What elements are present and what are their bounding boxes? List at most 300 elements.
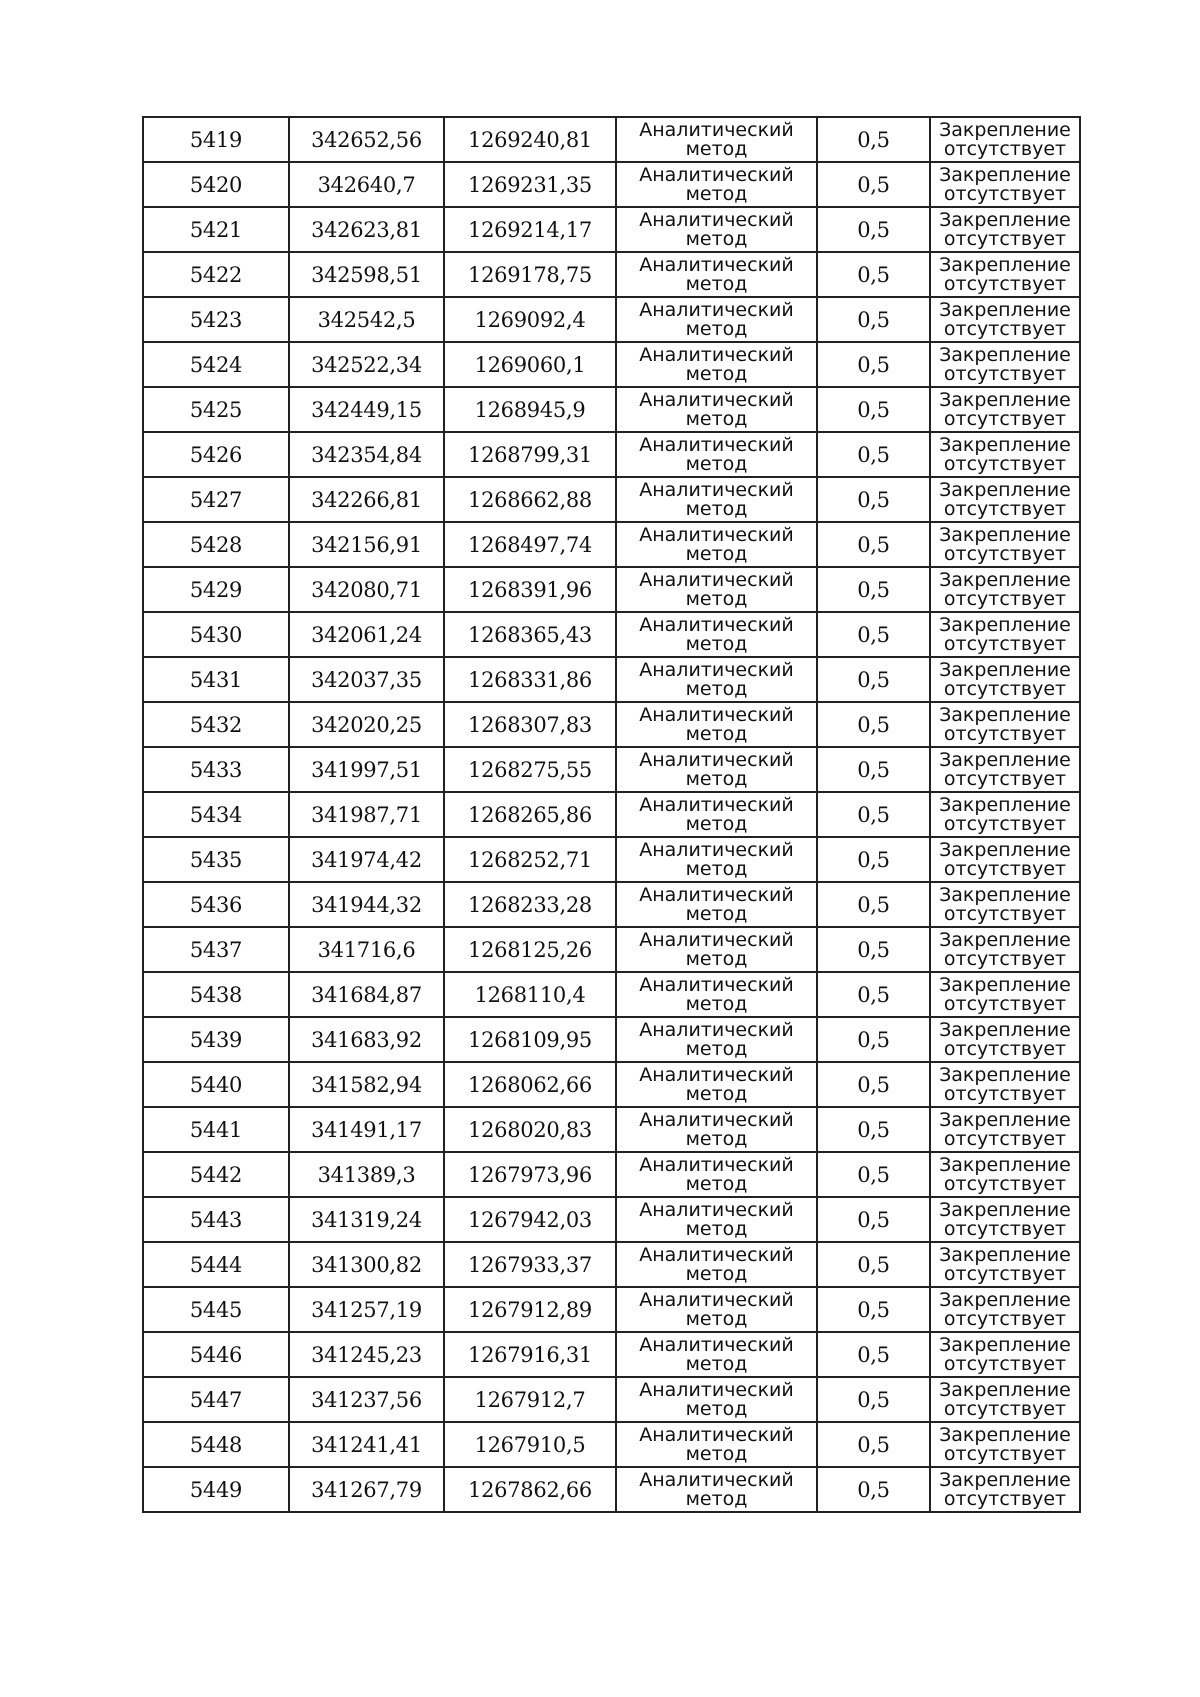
point-number-cell: 5447: [143, 1377, 289, 1422]
fixing-cell: [930, 1197, 1080, 1242]
table-row: [143, 1062, 1080, 1107]
fixing-line-1: Закрепление: [939, 163, 1071, 186]
table-row: [143, 1377, 1080, 1422]
x-coordinate-cell: 342542,5: [289, 297, 444, 342]
x-coordinate-cell: 341716,6: [289, 927, 444, 972]
fixing-cell: [930, 747, 1080, 792]
fixing-line-2: отсутствует: [943, 452, 1067, 475]
y-coordinate-cell: 1268945,9: [444, 387, 616, 432]
x-coordinate-cell: 341997,51: [289, 747, 444, 792]
y-coordinate-cell: 1269178,75: [444, 252, 616, 297]
method-line-1: Аналитический: [639, 1288, 794, 1311]
point-number-cell: 5442: [143, 1152, 289, 1197]
accuracy-cell: 0,5: [817, 252, 930, 297]
y-coordinate-cell: 1267862,66: [444, 1467, 616, 1512]
point-number-cell: 5441: [143, 1107, 289, 1152]
y-coordinate-cell: 1268365,43: [444, 612, 616, 657]
fixing-line-1: Закрепление: [939, 1198, 1071, 1221]
method-line-1: Аналитический: [639, 388, 794, 411]
x-coordinate-cell: 341683,92: [289, 1017, 444, 1062]
x-coordinate-cell: 342449,15: [289, 387, 444, 432]
method-line-2: метод: [685, 542, 748, 565]
x-coordinate-cell: 342354,84: [289, 432, 444, 477]
y-coordinate-cell: 1268331,86: [444, 657, 616, 702]
fixing-cell: [930, 1242, 1080, 1287]
method-line-1: Аналитический: [639, 1108, 794, 1131]
y-coordinate-cell: 1268662,88: [444, 477, 616, 522]
method-cell: [616, 1017, 817, 1062]
point-number-cell: 5435: [143, 837, 289, 882]
y-coordinate-cell: 1267942,03: [444, 1197, 616, 1242]
y-coordinate-cell: 1268252,71: [444, 837, 616, 882]
point-number-cell: 5425: [143, 387, 289, 432]
accuracy-cell: 0,5: [817, 1152, 930, 1197]
point-number-cell: 5448: [143, 1422, 289, 1467]
y-coordinate-cell: 1269240,81: [444, 117, 616, 162]
method-line-2: метод: [685, 677, 748, 700]
point-number-cell: 5424: [143, 342, 289, 387]
method-cell: [616, 1377, 817, 1422]
method-line-2: метод: [685, 722, 748, 745]
accuracy-cell: 0,5: [817, 747, 930, 792]
point-number-cell: 5432: [143, 702, 289, 747]
x-coordinate-cell: 342020,25: [289, 702, 444, 747]
table-row: [143, 1332, 1080, 1377]
method-cell: [616, 837, 817, 882]
fixing-line-2: отсутствует: [943, 137, 1067, 160]
method-cell: [616, 477, 817, 522]
accuracy-cell: 0,5: [817, 1197, 930, 1242]
point-number-cell: 5423: [143, 297, 289, 342]
fixing-line-2: отсутствует: [943, 812, 1067, 835]
table-row: [143, 972, 1080, 1017]
x-coordinate-cell: 341237,56: [289, 1377, 444, 1422]
method-cell: [616, 612, 817, 657]
fixing-line-1: Закрепление: [939, 388, 1071, 411]
fixing-line-2: отсутствует: [943, 1262, 1067, 1285]
x-coordinate-cell: 342652,56: [289, 117, 444, 162]
method-cell: [616, 1107, 817, 1152]
method-line-2: метод: [685, 272, 748, 295]
fixing-line-1: Закрепление: [939, 478, 1071, 501]
fixing-line-2: отсутствует: [943, 722, 1067, 745]
table-row: [143, 1287, 1080, 1332]
method-line-1: Аналитический: [639, 118, 794, 141]
table-row: [143, 432, 1080, 477]
method-cell: [616, 1152, 817, 1197]
table-row: [143, 1017, 1080, 1062]
table-row: [143, 657, 1080, 702]
accuracy-cell: 0,5: [817, 1287, 930, 1332]
accuracy-cell: 0,5: [817, 432, 930, 477]
x-coordinate-cell: 342061,24: [289, 612, 444, 657]
fixing-line-2: отсутствует: [943, 1307, 1067, 1330]
point-number-cell: 5449: [143, 1467, 289, 1512]
table-row: [143, 747, 1080, 792]
x-coordinate-cell: 341684,87: [289, 972, 444, 1017]
point-number-cell: 5427: [143, 477, 289, 522]
fixing-cell: [930, 1467, 1080, 1512]
method-line-2: метод: [685, 1487, 748, 1510]
method-line-1: Аналитический: [639, 298, 794, 321]
fixing-line-1: Закрепление: [939, 523, 1071, 546]
method-line-2: метод: [685, 1397, 748, 1420]
y-coordinate-cell: 1268497,74: [444, 522, 616, 567]
fixing-cell: [930, 702, 1080, 747]
fixing-cell: [930, 972, 1080, 1017]
x-coordinate-cell: 342080,71: [289, 567, 444, 612]
point-number-cell: 5431: [143, 657, 289, 702]
y-coordinate-cell: 1267910,5: [444, 1422, 616, 1467]
accuracy-cell: 0,5: [817, 612, 930, 657]
table-row: [143, 1197, 1080, 1242]
point-number-cell: 5438: [143, 972, 289, 1017]
method-cell: [616, 882, 817, 927]
method-line-2: метод: [685, 812, 748, 835]
fixing-line-1: Закрепление: [939, 928, 1071, 951]
point-number-cell: 5440: [143, 1062, 289, 1107]
accuracy-cell: 0,5: [817, 792, 930, 837]
table-row: [143, 342, 1080, 387]
method-line-2: метод: [685, 317, 748, 340]
method-cell: [616, 432, 817, 477]
point-number-cell: 5426: [143, 432, 289, 477]
fixing-line-1: Закрепление: [939, 343, 1071, 366]
method-cell: [616, 567, 817, 612]
fixing-cell: [930, 1422, 1080, 1467]
fixing-line-1: Закрепление: [939, 658, 1071, 681]
fixing-line-2: отсутствует: [943, 1352, 1067, 1375]
method-line-1: Аналитический: [639, 1423, 794, 1446]
method-line-1: Аналитический: [639, 253, 794, 276]
method-line-1: Аналитический: [639, 1378, 794, 1401]
table-row: [143, 1152, 1080, 1197]
method-line-1: Аналитический: [639, 748, 794, 771]
y-coordinate-cell: 1269060,1: [444, 342, 616, 387]
table-row: [143, 162, 1080, 207]
table-row: [143, 1242, 1080, 1287]
y-coordinate-cell: 1269092,4: [444, 297, 616, 342]
point-number-cell: 5430: [143, 612, 289, 657]
x-coordinate-cell: 342522,34: [289, 342, 444, 387]
y-coordinate-cell: 1269231,35: [444, 162, 616, 207]
y-coordinate-cell: 1268275,55: [444, 747, 616, 792]
table-row: [143, 387, 1080, 432]
method-line-2: метод: [685, 1442, 748, 1465]
fixing-line-2: отсутствует: [943, 1127, 1067, 1150]
fixing-cell: [930, 1332, 1080, 1377]
fixing-line-1: Закрепление: [939, 253, 1071, 276]
method-line-2: метод: [685, 857, 748, 880]
accuracy-cell: 0,5: [817, 567, 930, 612]
fixing-cell: [930, 1152, 1080, 1197]
method-cell: [616, 792, 817, 837]
fixing-line-2: отсутствует: [943, 947, 1067, 970]
table-row: [143, 567, 1080, 612]
fixing-line-1: Закрепление: [939, 298, 1071, 321]
method-line-2: метод: [685, 137, 748, 160]
method-line-2: метод: [685, 632, 748, 655]
fixing-line-2: отсутствует: [943, 587, 1067, 610]
method-line-1: Аналитический: [639, 793, 794, 816]
fixing-line-1: Закрепление: [939, 1423, 1071, 1446]
point-number-cell: 5429: [143, 567, 289, 612]
fixing-line-2: отсутствует: [943, 1217, 1067, 1240]
table-row: [143, 117, 1080, 162]
accuracy-cell: 0,5: [817, 1467, 930, 1512]
accuracy-cell: 0,5: [817, 522, 930, 567]
y-coordinate-cell: 1268110,4: [444, 972, 616, 1017]
fixing-line-1: Закрепление: [939, 1018, 1071, 1041]
accuracy-cell: 0,5: [817, 1332, 930, 1377]
fixing-cell: [930, 207, 1080, 252]
point-number-cell: 5444: [143, 1242, 289, 1287]
fixing-line-1: Закрепление: [939, 748, 1071, 771]
fixing-line-2: отсутствует: [943, 767, 1067, 790]
accuracy-cell: 0,5: [817, 162, 930, 207]
fixing-line-2: отсутствует: [943, 362, 1067, 385]
method-line-2: метод: [685, 1217, 748, 1240]
fixing-line-2: отсутствует: [943, 992, 1067, 1015]
fixing-line-2: отсутствует: [943, 407, 1067, 430]
fixing-line-2: отсутствует: [943, 317, 1067, 340]
table-row: [143, 837, 1080, 882]
accuracy-cell: 0,5: [817, 1062, 930, 1107]
x-coordinate-cell: 342037,35: [289, 657, 444, 702]
method-line-1: Аналитический: [639, 343, 794, 366]
method-line-2: метод: [685, 947, 748, 970]
fixing-cell: [930, 1062, 1080, 1107]
method-line-1: Аналитический: [639, 973, 794, 996]
fixing-line-1: Закрепление: [939, 1243, 1071, 1266]
method-cell: [616, 1062, 817, 1107]
fixing-cell: [930, 882, 1080, 927]
method-cell: [616, 207, 817, 252]
fixing-line-2: отсутствует: [943, 182, 1067, 205]
fixing-line-1: Закрепление: [939, 433, 1071, 456]
fixing-line-2: отсутствует: [943, 1487, 1067, 1510]
fixing-line-2: отсутствует: [943, 1037, 1067, 1060]
fixing-line-1: Закрепление: [939, 118, 1071, 141]
fixing-cell: [930, 432, 1080, 477]
method-cell: [616, 702, 817, 747]
method-cell: [616, 1197, 817, 1242]
accuracy-cell: 0,5: [817, 1242, 930, 1287]
table-row: [143, 207, 1080, 252]
y-coordinate-cell: 1267916,31: [444, 1332, 616, 1377]
method-cell: [616, 342, 817, 387]
table-row: [143, 252, 1080, 297]
table-row: [143, 477, 1080, 522]
method-line-1: Аналитический: [639, 658, 794, 681]
y-coordinate-cell: 1267973,96: [444, 1152, 616, 1197]
method-line-1: Аналитический: [639, 613, 794, 636]
table-row: [143, 702, 1080, 747]
method-line-1: Аналитический: [639, 703, 794, 726]
fixing-line-1: Закрепление: [939, 973, 1071, 996]
y-coordinate-cell: 1268062,66: [444, 1062, 616, 1107]
method-line-2: метод: [685, 992, 748, 1015]
fixing-cell: [930, 477, 1080, 522]
x-coordinate-cell: 341389,3: [289, 1152, 444, 1197]
fixing-line-2: отсутствует: [943, 227, 1067, 250]
y-coordinate-cell: 1268391,96: [444, 567, 616, 612]
x-coordinate-cell: 341944,32: [289, 882, 444, 927]
y-coordinate-cell: 1268265,86: [444, 792, 616, 837]
method-line-2: метод: [685, 587, 748, 610]
fixing-line-1: Закрепление: [939, 568, 1071, 591]
fixing-cell: [930, 612, 1080, 657]
method-line-1: Аналитический: [639, 1018, 794, 1041]
fixing-cell: [930, 1107, 1080, 1152]
table-row: [143, 297, 1080, 342]
x-coordinate-cell: 342156,91: [289, 522, 444, 567]
fixing-cell: [930, 342, 1080, 387]
table-row: [143, 1422, 1080, 1467]
method-cell: [616, 972, 817, 1017]
x-coordinate-cell: 342623,81: [289, 207, 444, 252]
fixing-line-2: отсутствует: [943, 1442, 1067, 1465]
method-line-2: метод: [685, 1172, 748, 1195]
method-line-1: Аналитический: [639, 568, 794, 591]
method-line-1: Аналитический: [639, 838, 794, 861]
y-coordinate-cell: 1267912,89: [444, 1287, 616, 1332]
point-number-cell: 5428: [143, 522, 289, 567]
accuracy-cell: 0,5: [817, 1377, 930, 1422]
fixing-cell: [930, 567, 1080, 612]
x-coordinate-cell: 341300,82: [289, 1242, 444, 1287]
method-line-1: Аналитический: [639, 1198, 794, 1221]
fixing-cell: [930, 1287, 1080, 1332]
method-line-1: Аналитический: [639, 523, 794, 546]
method-cell: [616, 1422, 817, 1467]
fixing-line-1: Закрепление: [939, 838, 1071, 861]
fixing-line-2: отсутствует: [943, 1082, 1067, 1105]
y-coordinate-cell: 1268020,83: [444, 1107, 616, 1152]
method-line-1: Аналитический: [639, 928, 794, 951]
x-coordinate-cell: 342266,81: [289, 477, 444, 522]
fixing-cell: [930, 927, 1080, 972]
point-number-cell: 5443: [143, 1197, 289, 1242]
method-line-1: Аналитический: [639, 478, 794, 501]
fixing-line-2: отсутствует: [943, 1397, 1067, 1420]
accuracy-cell: 0,5: [817, 1017, 930, 1062]
fixing-line-2: отсутствует: [943, 857, 1067, 880]
fixing-line-2: отсутствует: [943, 542, 1067, 565]
method-cell: [616, 162, 817, 207]
x-coordinate-cell: 341491,17: [289, 1107, 444, 1152]
table-row: [143, 612, 1080, 657]
fixing-cell: [930, 297, 1080, 342]
method-cell: [616, 252, 817, 297]
method-line-2: метод: [685, 767, 748, 790]
accuracy-cell: 0,5: [817, 927, 930, 972]
point-number-cell: 5439: [143, 1017, 289, 1062]
point-number-cell: 5421: [143, 207, 289, 252]
table-row: [143, 1107, 1080, 1152]
method-line-1: Аналитический: [639, 883, 794, 906]
fixing-line-1: Закрепление: [939, 1063, 1071, 1086]
y-coordinate-cell: 1267912,7: [444, 1377, 616, 1422]
fixing-line-2: отсутствует: [943, 497, 1067, 520]
method-cell: [616, 1332, 817, 1377]
method-line-1: Аналитический: [639, 433, 794, 456]
fixing-line-1: Закрепление: [939, 793, 1071, 816]
fixing-cell: [930, 522, 1080, 567]
method-cell: [616, 927, 817, 972]
accuracy-cell: 0,5: [817, 657, 930, 702]
method-line-2: метод: [685, 1127, 748, 1150]
method-line-2: метод: [685, 407, 748, 430]
x-coordinate-cell: 342598,51: [289, 252, 444, 297]
x-coordinate-cell: 341974,42: [289, 837, 444, 882]
method-cell: [616, 297, 817, 342]
x-coordinate-cell: 342640,7: [289, 162, 444, 207]
method-cell: [616, 657, 817, 702]
method-line-1: Аналитический: [639, 1063, 794, 1086]
method-line-2: метод: [685, 182, 748, 205]
x-coordinate-cell: 341257,19: [289, 1287, 444, 1332]
x-coordinate-cell: 341987,71: [289, 792, 444, 837]
point-number-cell: 5446: [143, 1332, 289, 1377]
table-body: [143, 117, 1080, 1512]
fixing-line-1: Закрепление: [939, 1378, 1071, 1401]
table-row: [143, 1467, 1080, 1512]
fixing-line-2: отсутствует: [943, 272, 1067, 295]
point-number-cell: 5434: [143, 792, 289, 837]
method-line-1: Аналитический: [639, 208, 794, 231]
method-cell: [616, 1467, 817, 1512]
x-coordinate-cell: 341267,79: [289, 1467, 444, 1512]
coordinates-table: [142, 116, 1081, 1513]
accuracy-cell: 0,5: [817, 702, 930, 747]
point-number-cell: 5420: [143, 162, 289, 207]
fixing-cell: [930, 252, 1080, 297]
table-row: [143, 522, 1080, 567]
y-coordinate-cell: 1269214,17: [444, 207, 616, 252]
point-number-cell: 5436: [143, 882, 289, 927]
accuracy-cell: 0,5: [817, 1422, 930, 1467]
y-coordinate-cell: 1268799,31: [444, 432, 616, 477]
method-line-2: метод: [685, 1037, 748, 1060]
method-cell: [616, 117, 817, 162]
point-number-cell: 5422: [143, 252, 289, 297]
fixing-cell: [930, 792, 1080, 837]
fixing-cell: [930, 657, 1080, 702]
method-line-1: Аналитический: [639, 1243, 794, 1266]
method-cell: [616, 387, 817, 432]
accuracy-cell: 0,5: [817, 297, 930, 342]
method-cell: [616, 1242, 817, 1287]
method-cell: [616, 1287, 817, 1332]
fixing-line-1: Закрепление: [939, 208, 1071, 231]
accuracy-cell: 0,5: [817, 1107, 930, 1152]
accuracy-cell: 0,5: [817, 837, 930, 882]
method-line-2: метод: [685, 452, 748, 475]
method-line-2: метод: [685, 1307, 748, 1330]
fixing-cell: [930, 162, 1080, 207]
accuracy-cell: 0,5: [817, 972, 930, 1017]
fixing-cell: [930, 117, 1080, 162]
method-line-2: метод: [685, 1082, 748, 1105]
method-line-2: метод: [685, 362, 748, 385]
table-row: [143, 927, 1080, 972]
fixing-line-1: Закрепление: [939, 1153, 1071, 1176]
y-coordinate-cell: 1268233,28: [444, 882, 616, 927]
x-coordinate-cell: 341241,41: [289, 1422, 444, 1467]
x-coordinate-cell: 341245,23: [289, 1332, 444, 1377]
fixing-cell: [930, 1377, 1080, 1422]
